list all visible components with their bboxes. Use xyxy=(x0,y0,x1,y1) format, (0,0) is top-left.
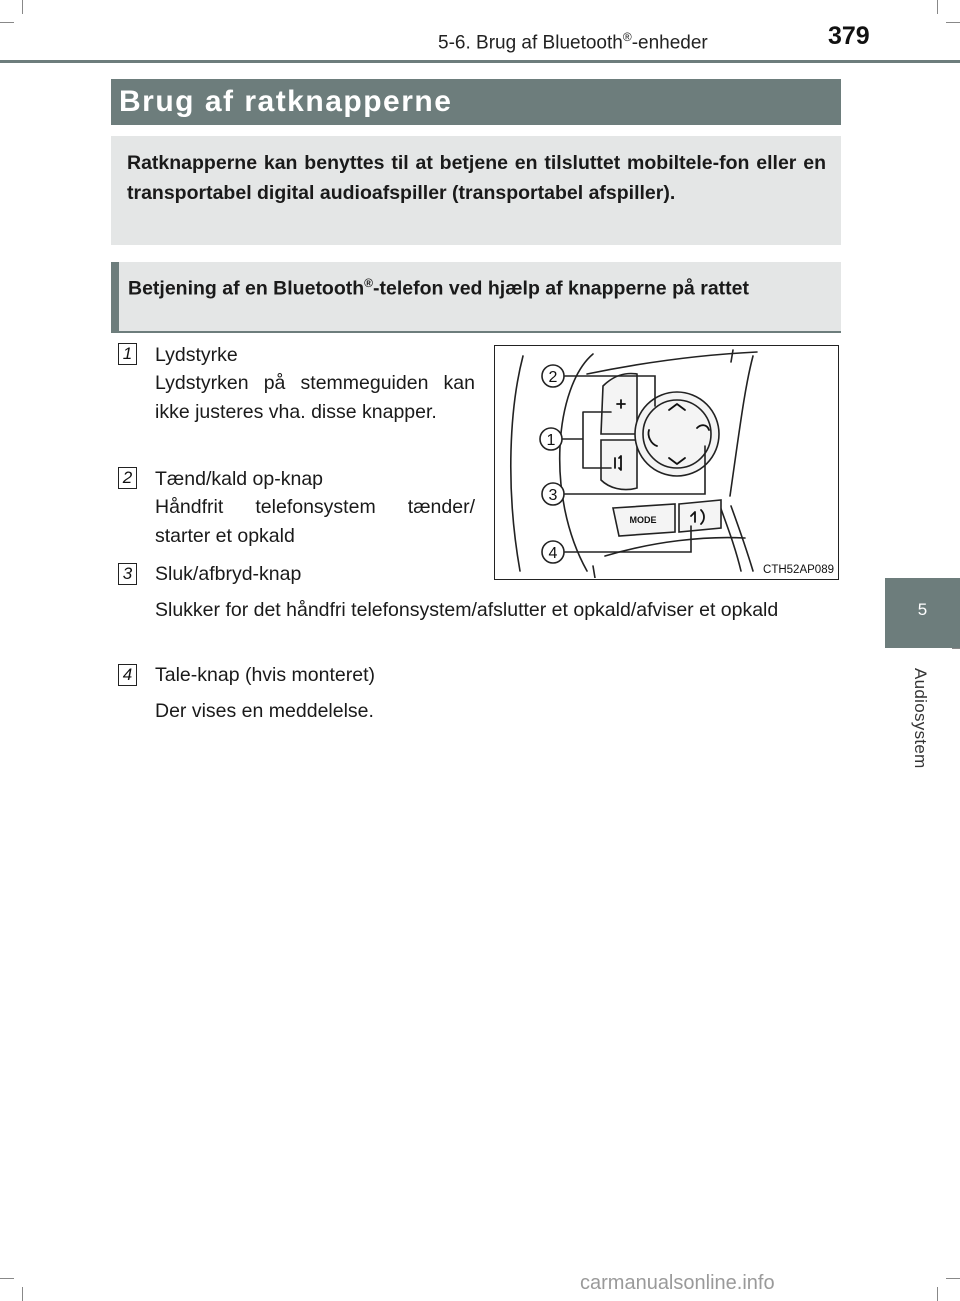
header-rule xyxy=(0,60,960,63)
item-number-badge: 2 xyxy=(118,467,137,489)
section-header xyxy=(438,30,708,54)
crop-mark xyxy=(937,1287,938,1301)
crop-mark xyxy=(937,0,938,14)
item-description: Slukker for det håndfri telefonsystem/afslutter et opkald/afviser et opkald xyxy=(155,599,779,621)
crop-mark xyxy=(952,648,960,649)
subheading-suffix: -telefon ved hjælp af knapperne på rattet xyxy=(373,277,749,300)
chapter-number: 5 xyxy=(917,600,928,619)
section-header-suffix: -enheder xyxy=(631,32,708,54)
crop-mark xyxy=(946,22,960,23)
wheel-rim-outer xyxy=(511,356,523,571)
mode-button-label: MODE xyxy=(629,515,657,525)
talk-button xyxy=(679,500,721,532)
tick-mark xyxy=(731,350,733,362)
section-title-bar xyxy=(111,79,841,125)
chapter-label xyxy=(870,668,960,778)
item-description: Der vises en meddelelse. xyxy=(155,700,374,722)
item-number-badge: 1 xyxy=(118,343,137,365)
callout-label-3: 3 xyxy=(548,487,558,504)
subheading-sup: ® xyxy=(364,276,374,290)
intro-text: Ratknapperne kan benyttes til at betjene en tilsluttet mobiltele-fon eller en transportabel digital audioafspiller (transportabel afspiller). xyxy=(127,152,826,204)
crop-mark xyxy=(0,1278,14,1279)
subheading-text xyxy=(128,268,830,304)
callout-label-2: 2 xyxy=(548,369,558,386)
wheel-hub-edge xyxy=(731,506,753,571)
steering-wheel-illustration xyxy=(495,346,837,578)
page-number: 379 xyxy=(828,22,870,50)
item-number-badge: 4 xyxy=(118,664,137,686)
crop-mark xyxy=(946,1278,960,1279)
wheel-rim-right xyxy=(730,356,753,496)
item-title: Sluk/afbryd-knap xyxy=(155,563,302,585)
chapter-label-text: Audiosystem xyxy=(911,668,930,769)
chapter-tab xyxy=(885,578,960,648)
subheading xyxy=(111,262,841,332)
wheel-spoke-bottom xyxy=(605,538,745,556)
tick-mark xyxy=(593,566,595,578)
item-title: Lydstyrke xyxy=(155,344,238,366)
section-header-prefix: 5-6. Brug af Bluetooth xyxy=(438,32,623,54)
subheading-prefix: Betjening af en Bluetooth xyxy=(128,277,365,300)
crop-mark xyxy=(0,22,14,23)
intro-box xyxy=(111,136,841,245)
volume-minus-button xyxy=(601,440,637,490)
crop-mark xyxy=(22,0,23,14)
wheel-rim-inner xyxy=(560,354,593,571)
watermark: carmanualsonline.info xyxy=(580,1272,775,1294)
callout-label-4: 4 xyxy=(548,545,558,562)
section-title: Brug af ratknapperne xyxy=(119,85,453,118)
item-description: Håndfrit telefonsystem tænder/ starter et opkald xyxy=(155,496,475,547)
callout-label-1: 1 xyxy=(546,432,556,449)
item-description: Lydstyrken på stemmeguiden kan ikke justeres vha. disse knapper. xyxy=(155,372,475,423)
subheading-rule xyxy=(111,331,841,333)
item-number-badge: 3 xyxy=(118,563,137,585)
figure-code: CTH52AP089 xyxy=(763,564,834,576)
steering-wheel-figure xyxy=(494,345,839,580)
section-header-sup: ® xyxy=(622,30,632,44)
item-title: Tænd/kald op-knap xyxy=(155,468,324,490)
crop-mark xyxy=(22,1287,23,1301)
item-title: Tale-knap (hvis monteret) xyxy=(155,664,376,686)
